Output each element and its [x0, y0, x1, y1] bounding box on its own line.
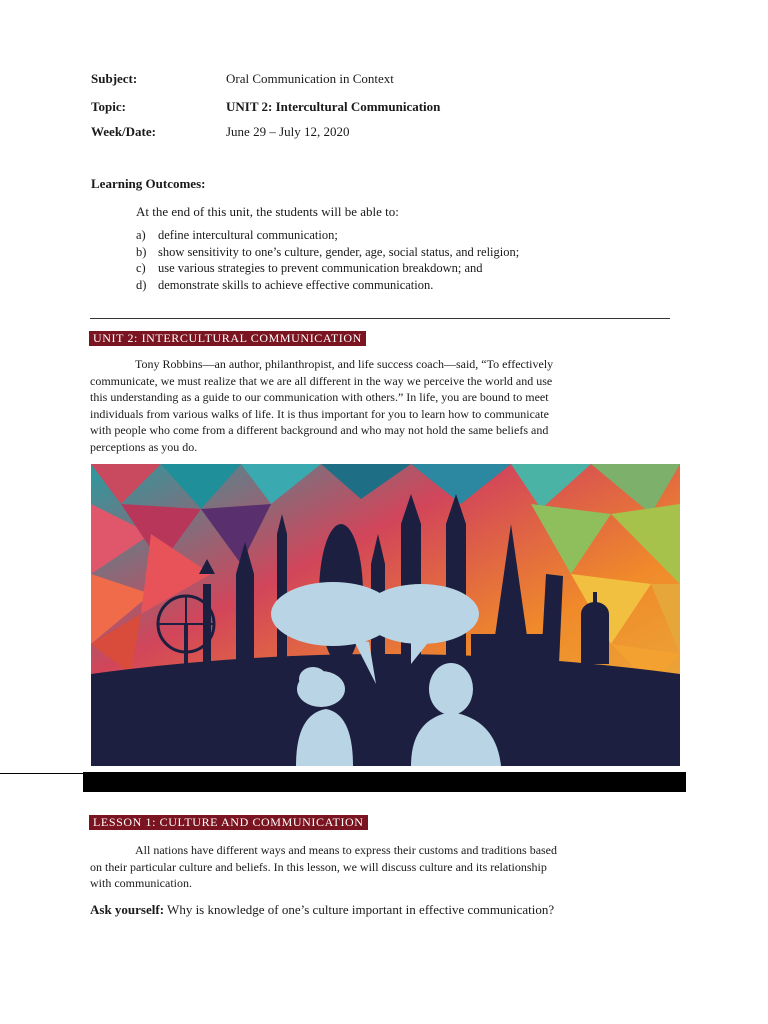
unit-banner: UNIT 2: INTERCULTURAL COMMUNICATION	[89, 331, 366, 346]
paragraph-line: this understanding as a guide to our communication with others.” In life, you are bound to meet	[90, 390, 549, 404]
ask-label: Ask yourself:	[90, 902, 165, 917]
paragraph-line: with people who come from a different background and who may not hold the same beliefs and	[90, 423, 549, 437]
paragraph-line: with communication.	[90, 876, 192, 890]
paragraph-line: on their particular culture and beliefs. In this lesson, we will discuss culture and its relationship	[90, 859, 547, 874]
outcomes-intro: At the end of this unit, the students will be able to:	[136, 204, 399, 219]
list-text: use various strategies to prevent communication breakdown; and	[158, 261, 483, 275]
subject-value: Oral Communication in Context	[226, 71, 394, 86]
paragraph-line: individuals from various walks of life. It is thus important for you to learn how to communicate	[90, 406, 549, 421]
unit-paragraph	[90, 356, 680, 455]
paragraph-line: perceptions as you do.	[90, 439, 198, 454]
list-marker: b)	[136, 244, 147, 259]
topic-label: Topic:	[91, 99, 126, 114]
image-caption-bar	[83, 772, 686, 792]
topic-value: UNIT 2: Intercultural Communication	[226, 99, 441, 114]
ask-text: Why is knowledge of one’s culture important in effective communication?	[167, 902, 555, 917]
list-text: demonstrate skills to achieve effective communication.	[158, 277, 434, 292]
date-label: Week/Date:	[91, 124, 156, 139]
list-marker: d)	[136, 277, 147, 292]
list-item	[136, 228, 656, 245]
list-item	[136, 278, 656, 295]
intercultural-illustration	[91, 464, 680, 766]
list-text: define intercultural communication;	[158, 228, 338, 242]
lesson-paragraph	[90, 842, 680, 892]
left-rule	[0, 773, 83, 774]
outcomes-list	[136, 228, 656, 294]
section-divider	[90, 318, 670, 319]
list-marker: a)	[136, 228, 146, 242]
list-text: show sensitivity to one’s culture, gender, age, social status, and religion;	[158, 244, 520, 259]
list-item	[136, 245, 656, 262]
list-marker: c)	[136, 261, 146, 275]
paragraph-line: Tony Robbins—an author, philanthropist, and life success coach—said, “To effectively	[135, 357, 554, 371]
outcomes-heading: Learning Outcomes:	[91, 176, 206, 191]
list-item	[136, 261, 656, 278]
paragraph-line: communicate, we must realize that we are all different in the way we perceive the world and use	[90, 373, 553, 388]
date-value: June 29 – July 12, 2020	[226, 124, 350, 139]
lesson-banner: LESSON 1: CULTURE AND COMMUNICATION	[89, 815, 368, 830]
subject-label: Subject:	[91, 71, 138, 86]
ask-yourself	[90, 902, 554, 918]
paragraph-line: All nations have different ways and means to express their customs and traditions based	[135, 843, 558, 857]
